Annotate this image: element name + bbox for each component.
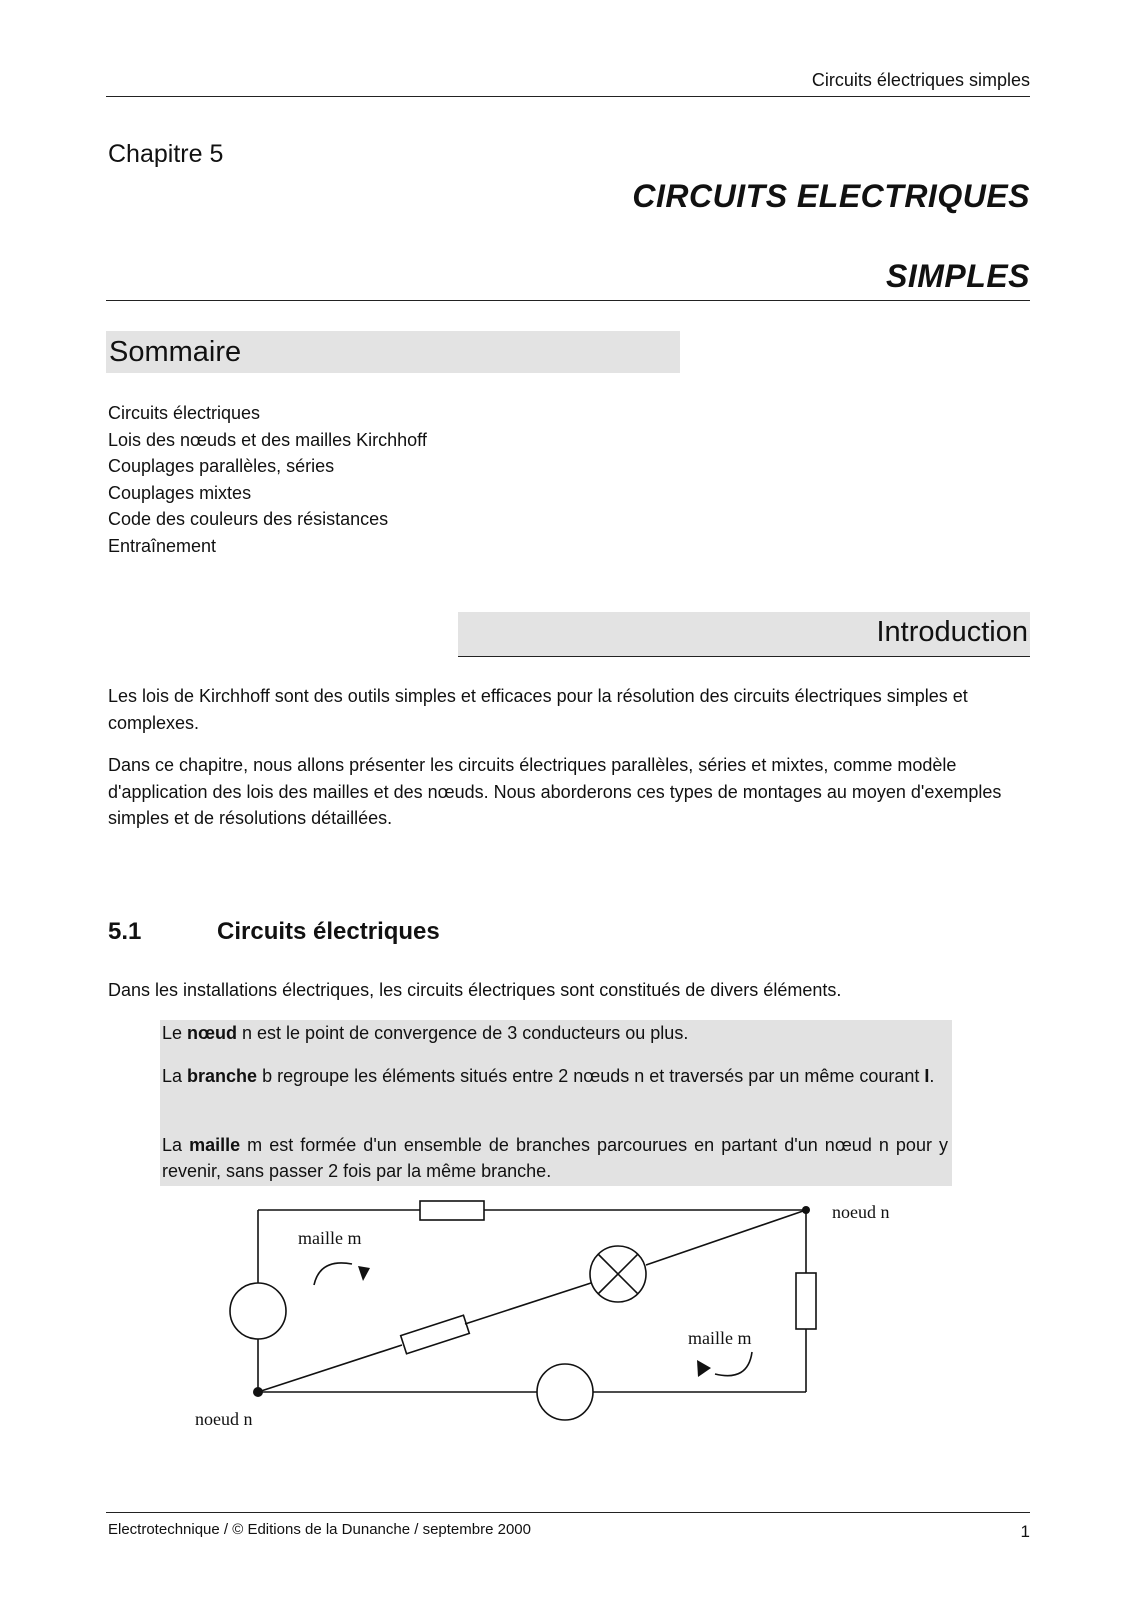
label-mesh-right: maille m <box>688 1328 752 1348</box>
source-left <box>230 1283 286 1339</box>
definition-node: Le nœud n est le point de convergence de 3 conducteurs ou plus. <box>162 1023 689 1043</box>
source-bottom <box>537 1364 593 1420</box>
section-intro: Dans les installations électriques, les circuits électriques sont constitués de divers éléments. <box>108 980 842 1000</box>
node-dot-bottom-left <box>253 1387 263 1397</box>
node-dot-top-right <box>802 1206 810 1214</box>
resistor-right <box>796 1273 816 1329</box>
sommaire-heading: Sommaire <box>109 336 242 368</box>
section-title: Circuits électriques <box>217 918 440 945</box>
label-node-top-right: noeud n <box>832 1202 890 1222</box>
section-number: 5.1 <box>108 918 142 945</box>
chapter-title-line2: SIMPLES <box>886 258 1030 294</box>
term-mesh: maille <box>189 1135 241 1155</box>
footer-rule <box>106 1512 1030 1513</box>
page-number: 1 <box>1020 1522 1030 1541</box>
running-header: Circuits électriques simples <box>811 70 1030 90</box>
definition-mesh: La maille m est formée d'un ensemble de branches parcourues en partant d'un nœud n pour y revenir, sans passer 2 fois par la même branche. <box>162 1135 948 1181</box>
toc-item: Couplages parallèles, séries <box>108 456 335 477</box>
label-mesh-left: maille m <box>298 1228 362 1248</box>
label-node-bottom-left: noeud n <box>195 1409 253 1429</box>
chapter-title-line1: CIRCUITS ELECTRIQUES <box>632 178 1030 214</box>
arrowhead-left-icon <box>358 1266 370 1281</box>
toc-item: Couplages mixtes <box>108 482 252 503</box>
resistor-top <box>420 1201 484 1220</box>
mesh-arrow-right <box>715 1352 752 1376</box>
toc-item: Lois des nœuds et des mailles Kirchhoff <box>108 429 427 450</box>
term-node: nœud <box>187 1023 238 1043</box>
arrowhead-right-icon <box>697 1360 711 1377</box>
toc-item: Code des couleurs des résistances <box>108 509 389 530</box>
wire-diagonal-1 <box>258 1345 402 1392</box>
footer-text: Electrotechnique / © Editions de la Dunanche / septembre 2000 <box>108 1521 531 1538</box>
wire-diagonal-2 <box>465 1283 591 1324</box>
introduction-heading: Introduction <box>876 616 1028 648</box>
resistor-diagonal <box>401 1315 470 1353</box>
toc-item: Circuits électriques <box>108 403 261 423</box>
chapter-label: Chapitre 5 <box>108 140 224 168</box>
intro-paragraph-2: Dans ce chapitre, nous allons présenter les circuits électriques parallèles, séries et mixtes, comme modèle d'application des lois des mailles et des nœuds. Nous aborderons ces types de montages au moyen d'exemples simples et de résolutions détaillées. <box>108 755 1002 828</box>
intro-paragraph-1: Les lois de Kirchhoff sont des outils simples et efficaces pour la résolution des circuits électriques simples et complexes. <box>108 686 968 733</box>
wire-diagonal-3 <box>646 1210 806 1265</box>
term-branch: branche <box>187 1066 258 1086</box>
mesh-arrow-left <box>314 1263 352 1285</box>
definition-branch: La branche b regroupe les éléments situés entre 2 nœuds n et traversés par un même courant I. <box>162 1066 935 1086</box>
toc-item: Entraînement <box>108 535 217 556</box>
